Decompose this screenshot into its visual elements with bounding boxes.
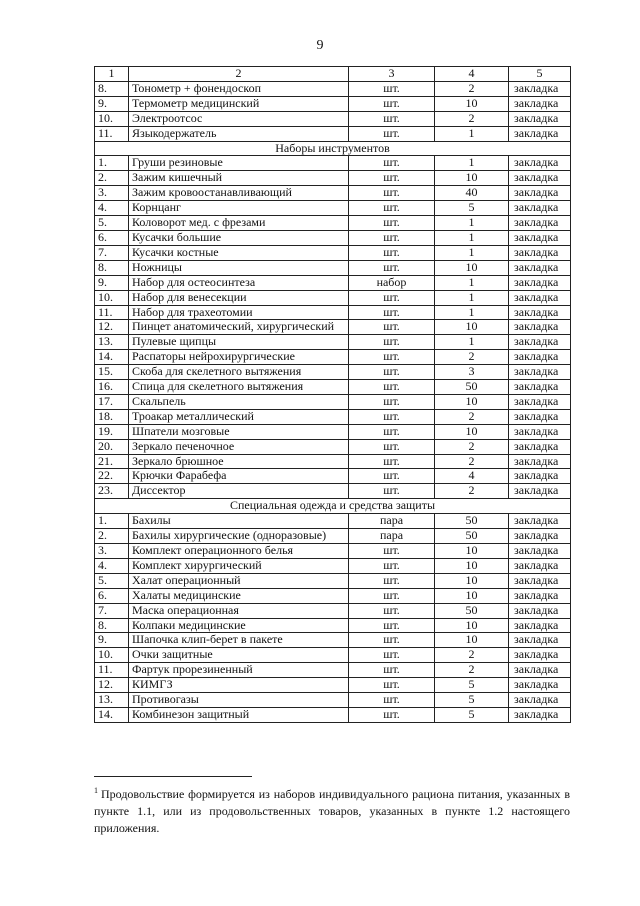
table-row	[95, 469, 571, 484]
item-note: закладка	[509, 678, 571, 693]
row-number: 8.	[95, 618, 129, 633]
table-row	[95, 305, 571, 320]
table-row	[95, 573, 571, 588]
item-unit: шт.	[349, 111, 435, 126]
section-title: Специальная одежда и средства защиты	[95, 499, 571, 514]
item-unit: пара	[349, 514, 435, 529]
item-note: закладка	[509, 305, 571, 320]
row-number: 6.	[95, 588, 129, 603]
item-note: закладка	[509, 544, 571, 559]
row-number: 15.	[95, 365, 129, 380]
item-quantity: 1	[435, 156, 509, 171]
item-name: Ножницы	[129, 260, 349, 275]
item-quantity: 10	[435, 394, 509, 409]
items-table	[94, 66, 571, 723]
table-row	[95, 290, 571, 305]
row-number: 4.	[95, 558, 129, 573]
item-note: закладка	[509, 171, 571, 186]
row-number: 4.	[95, 201, 129, 216]
table-row	[95, 603, 571, 618]
item-name: КИМГЗ	[129, 678, 349, 693]
table-row	[95, 633, 571, 648]
item-quantity: 2	[435, 81, 509, 96]
item-quantity: 10	[435, 171, 509, 186]
item-name: Груши резиновые	[129, 156, 349, 171]
item-name: Фартук прорезиненный	[129, 663, 349, 678]
item-quantity: 2	[435, 454, 509, 469]
item-unit: шт.	[349, 439, 435, 454]
item-quantity: 10	[435, 320, 509, 335]
table-row	[95, 409, 571, 424]
row-number: 6.	[95, 230, 129, 245]
table-row	[95, 544, 571, 559]
item-note: закладка	[509, 469, 571, 484]
row-number: 13.	[95, 693, 129, 708]
item-note: закладка	[509, 335, 571, 350]
item-quantity: 1	[435, 305, 509, 320]
footnote-divider	[94, 776, 252, 777]
item-unit: шт.	[349, 469, 435, 484]
table-row	[95, 558, 571, 573]
item-name: Зажим кровоостанавливающий	[129, 186, 349, 201]
item-quantity: 5	[435, 707, 509, 722]
item-quantity: 2	[435, 439, 509, 454]
item-quantity: 10	[435, 558, 509, 573]
item-unit: шт.	[349, 484, 435, 499]
item-name: Набор для остеосинтеза	[129, 275, 349, 290]
item-name: Набор для трахеотомии	[129, 305, 349, 320]
item-note: закладка	[509, 633, 571, 648]
table-row	[95, 454, 571, 469]
row-number: 8.	[95, 260, 129, 275]
item-unit: шт.	[349, 454, 435, 469]
item-note: закладка	[509, 648, 571, 663]
item-note: закладка	[509, 588, 571, 603]
item-name: Колпаки медицинские	[129, 618, 349, 633]
table-row	[95, 439, 571, 454]
item-note: закладка	[509, 394, 571, 409]
item-name: Кусачки костные	[129, 245, 349, 260]
item-unit: шт.	[349, 618, 435, 633]
item-note: закладка	[509, 439, 571, 454]
table-row	[95, 201, 571, 216]
item-unit: шт.	[349, 290, 435, 305]
item-unit: пара	[349, 529, 435, 544]
item-name: Противогазы	[129, 693, 349, 708]
item-name: Корнцанг	[129, 201, 349, 216]
item-quantity: 2	[435, 350, 509, 365]
item-quantity: 1	[435, 290, 509, 305]
table-row	[95, 514, 571, 529]
table-row	[95, 171, 571, 186]
item-quantity: 3	[435, 365, 509, 380]
item-quantity: 4	[435, 469, 509, 484]
item-note: закладка	[509, 618, 571, 633]
item-note: закладка	[509, 514, 571, 529]
table-row	[95, 96, 571, 111]
item-quantity: 1	[435, 230, 509, 245]
item-note: закладка	[509, 707, 571, 722]
table-row	[95, 707, 571, 722]
item-note: закладка	[509, 96, 571, 111]
item-name: Бахилы	[129, 514, 349, 529]
item-quantity: 2	[435, 484, 509, 499]
column-number-cell: 5	[509, 67, 571, 82]
column-number-cell: 2	[129, 67, 349, 82]
item-note: закладка	[509, 275, 571, 290]
footnote	[94, 786, 570, 837]
item-note: закладка	[509, 529, 571, 544]
item-unit: шт.	[349, 648, 435, 663]
item-name: Зеркало печеночное	[129, 439, 349, 454]
item-name: Спица для скелетного вытяжения	[129, 380, 349, 395]
item-quantity: 50	[435, 514, 509, 529]
row-number: 17.	[95, 394, 129, 409]
item-unit: шт.	[349, 693, 435, 708]
item-quantity: 10	[435, 544, 509, 559]
column-number-cell: 1	[95, 67, 129, 82]
item-name: Пинцет анатомический, хирургический	[129, 320, 349, 335]
item-note: закладка	[509, 454, 571, 469]
item-note: закладка	[509, 111, 571, 126]
item-unit: шт.	[349, 126, 435, 141]
item-quantity: 1	[435, 126, 509, 141]
item-quantity: 1	[435, 275, 509, 290]
item-name: Халат операционный	[129, 573, 349, 588]
row-number: 5.	[95, 216, 129, 231]
item-quantity: 1	[435, 216, 509, 231]
row-number: 7.	[95, 603, 129, 618]
item-unit: шт.	[349, 365, 435, 380]
row-number: 20.	[95, 439, 129, 454]
item-unit: шт.	[349, 320, 435, 335]
item-name: Троакар металлический	[129, 409, 349, 424]
row-number: 5.	[95, 573, 129, 588]
row-number: 18.	[95, 409, 129, 424]
table-row	[95, 126, 571, 141]
table-row	[95, 186, 571, 201]
item-unit: шт.	[349, 216, 435, 231]
item-quantity: 40	[435, 186, 509, 201]
item-unit: шт.	[349, 96, 435, 111]
table-row	[95, 111, 571, 126]
table-row	[95, 260, 571, 275]
item-quantity: 5	[435, 693, 509, 708]
row-number: 10.	[95, 111, 129, 126]
row-number: 14.	[95, 350, 129, 365]
table-row	[95, 350, 571, 365]
item-unit: шт.	[349, 633, 435, 648]
row-number: 3.	[95, 544, 129, 559]
section-header-row	[95, 141, 571, 156]
item-unit: шт.	[349, 171, 435, 186]
item-note: закладка	[509, 603, 571, 618]
table-row	[95, 693, 571, 708]
item-unit: шт.	[349, 305, 435, 320]
item-name: Скальпель	[129, 394, 349, 409]
row-number: 9.	[95, 275, 129, 290]
item-quantity: 50	[435, 603, 509, 618]
item-unit: шт.	[349, 663, 435, 678]
item-name: Распаторы нейрохирургические	[129, 350, 349, 365]
row-number: 10.	[95, 290, 129, 305]
item-name: Маска операционная	[129, 603, 349, 618]
item-note: закладка	[509, 320, 571, 335]
row-number: 16.	[95, 380, 129, 395]
item-unit: шт.	[349, 380, 435, 395]
item-quantity: 10	[435, 424, 509, 439]
item-unit: шт.	[349, 201, 435, 216]
item-note: закладка	[509, 484, 571, 499]
item-quantity: 10	[435, 618, 509, 633]
row-number: 10.	[95, 648, 129, 663]
item-unit: шт.	[349, 424, 435, 439]
item-quantity: 2	[435, 648, 509, 663]
page-number: 9	[316, 38, 324, 53]
row-number: 22.	[95, 469, 129, 484]
item-unit: шт.	[349, 394, 435, 409]
row-number: 2.	[95, 529, 129, 544]
item-name: Комплект хирургический	[129, 558, 349, 573]
column-number-row	[95, 67, 571, 82]
item-name: Зажим кишечный	[129, 171, 349, 186]
item-note: закладка	[509, 201, 571, 216]
item-name: Шпатели мозговые	[129, 424, 349, 439]
item-note: закладка	[509, 81, 571, 96]
item-quantity: 2	[435, 663, 509, 678]
item-note: закладка	[509, 216, 571, 231]
item-unit: шт.	[349, 350, 435, 365]
item-quantity: 5	[435, 201, 509, 216]
item-quantity: 10	[435, 588, 509, 603]
row-number: 8.	[95, 81, 129, 96]
item-quantity: 1	[435, 335, 509, 350]
item-unit: шт.	[349, 573, 435, 588]
row-number: 23.	[95, 484, 129, 499]
item-note: закладка	[509, 558, 571, 573]
table-row	[95, 394, 571, 409]
item-name: Крючки Фарабефа	[129, 469, 349, 484]
item-name: Шапочка клип-берет в пакете	[129, 633, 349, 648]
row-number: 11.	[95, 305, 129, 320]
item-quantity: 50	[435, 529, 509, 544]
row-number: 9.	[95, 633, 129, 648]
row-number: 12.	[95, 678, 129, 693]
item-unit: шт.	[349, 588, 435, 603]
item-note: закладка	[509, 663, 571, 678]
table-row	[95, 156, 571, 171]
item-quantity: 5	[435, 678, 509, 693]
row-number: 3.	[95, 186, 129, 201]
item-name: Тонометр + фонендоскоп	[129, 81, 349, 96]
row-number: 9.	[95, 96, 129, 111]
item-note: закладка	[509, 380, 571, 395]
item-name: Очки защитные	[129, 648, 349, 663]
item-unit: шт.	[349, 230, 435, 245]
row-number: 12.	[95, 320, 129, 335]
row-number: 7.	[95, 245, 129, 260]
table-row	[95, 588, 571, 603]
item-name: Скоба для скелетного вытяжения	[129, 365, 349, 380]
items-table-body	[95, 67, 571, 723]
item-note: закладка	[509, 409, 571, 424]
item-name: Диссектор	[129, 484, 349, 499]
row-number: 13.	[95, 335, 129, 350]
item-unit: шт.	[349, 156, 435, 171]
section-title: Наборы инструментов	[95, 141, 571, 156]
item-quantity: 10	[435, 260, 509, 275]
table-row	[95, 618, 571, 633]
item-unit: шт.	[349, 245, 435, 260]
item-unit: шт.	[349, 544, 435, 559]
table-row	[95, 335, 571, 350]
item-quantity: 10	[435, 573, 509, 588]
item-unit: шт.	[349, 558, 435, 573]
item-note: закладка	[509, 260, 571, 275]
table-row	[95, 230, 571, 245]
row-number: 11.	[95, 126, 129, 141]
item-note: закладка	[509, 424, 571, 439]
item-name: Зеркало брюшное	[129, 454, 349, 469]
item-note: закладка	[509, 693, 571, 708]
item-name: Коловорот мед. с фрезами	[129, 216, 349, 231]
table-row	[95, 216, 571, 231]
item-name: Комплект операционного белья	[129, 544, 349, 559]
item-unit: шт.	[349, 678, 435, 693]
row-number: 21.	[95, 454, 129, 469]
table-row	[95, 529, 571, 544]
section-header-row	[95, 499, 571, 514]
item-name: Кусачки большие	[129, 230, 349, 245]
table-row	[95, 365, 571, 380]
item-quantity: 10	[435, 96, 509, 111]
item-note: закладка	[509, 350, 571, 365]
table-row	[95, 663, 571, 678]
row-number: 14.	[95, 707, 129, 722]
item-note: закладка	[509, 290, 571, 305]
item-name: Пулевые щипцы	[129, 335, 349, 350]
row-number: 11.	[95, 663, 129, 678]
item-note: закладка	[509, 126, 571, 141]
row-number: 1.	[95, 156, 129, 171]
item-quantity: 1	[435, 245, 509, 260]
item-unit: шт.	[349, 707, 435, 722]
item-note: закладка	[509, 245, 571, 260]
item-unit: набор	[349, 275, 435, 290]
item-quantity: 2	[435, 111, 509, 126]
item-note: закладка	[509, 230, 571, 245]
item-name: Термометр медицинский	[129, 96, 349, 111]
item-name: Комбинезон защитный	[129, 707, 349, 722]
item-quantity: 2	[435, 409, 509, 424]
item-quantity: 10	[435, 633, 509, 648]
item-unit: шт.	[349, 335, 435, 350]
item-name: Электроотсос	[129, 111, 349, 126]
item-name: Бахилы хирургические (одноразовые)	[129, 529, 349, 544]
item-unit: шт.	[349, 603, 435, 618]
item-name: Халаты медицинские	[129, 588, 349, 603]
item-unit: шт.	[349, 81, 435, 96]
item-name: Языкодержатель	[129, 126, 349, 141]
item-note: закладка	[509, 573, 571, 588]
item-quantity: 50	[435, 380, 509, 395]
item-note: закладка	[509, 365, 571, 380]
row-number: 1.	[95, 514, 129, 529]
footnote-text: Продовольствие формируется из наборов индивидуального рациона питания, указанных в пункте 1.1, или из продовольственных товаров, указанных в пункте 1.2 настоящего приложения.	[94, 787, 570, 835]
table-row	[95, 245, 571, 260]
item-unit: шт.	[349, 260, 435, 275]
item-note: закладка	[509, 186, 571, 201]
table-row	[95, 484, 571, 499]
row-number: 2.	[95, 171, 129, 186]
item-unit: шт.	[349, 186, 435, 201]
column-number-cell: 3	[349, 67, 435, 82]
table-row	[95, 81, 571, 96]
table-row	[95, 424, 571, 439]
table-row	[95, 380, 571, 395]
column-number-cell: 4	[435, 67, 509, 82]
item-name: Набор для венесекции	[129, 290, 349, 305]
footnote-marker: 1	[94, 786, 98, 795]
table-row	[95, 275, 571, 290]
row-number: 19.	[95, 424, 129, 439]
table-row	[95, 678, 571, 693]
table-row	[95, 320, 571, 335]
item-note: закладка	[509, 156, 571, 171]
table-row	[95, 648, 571, 663]
item-unit: шт.	[349, 409, 435, 424]
